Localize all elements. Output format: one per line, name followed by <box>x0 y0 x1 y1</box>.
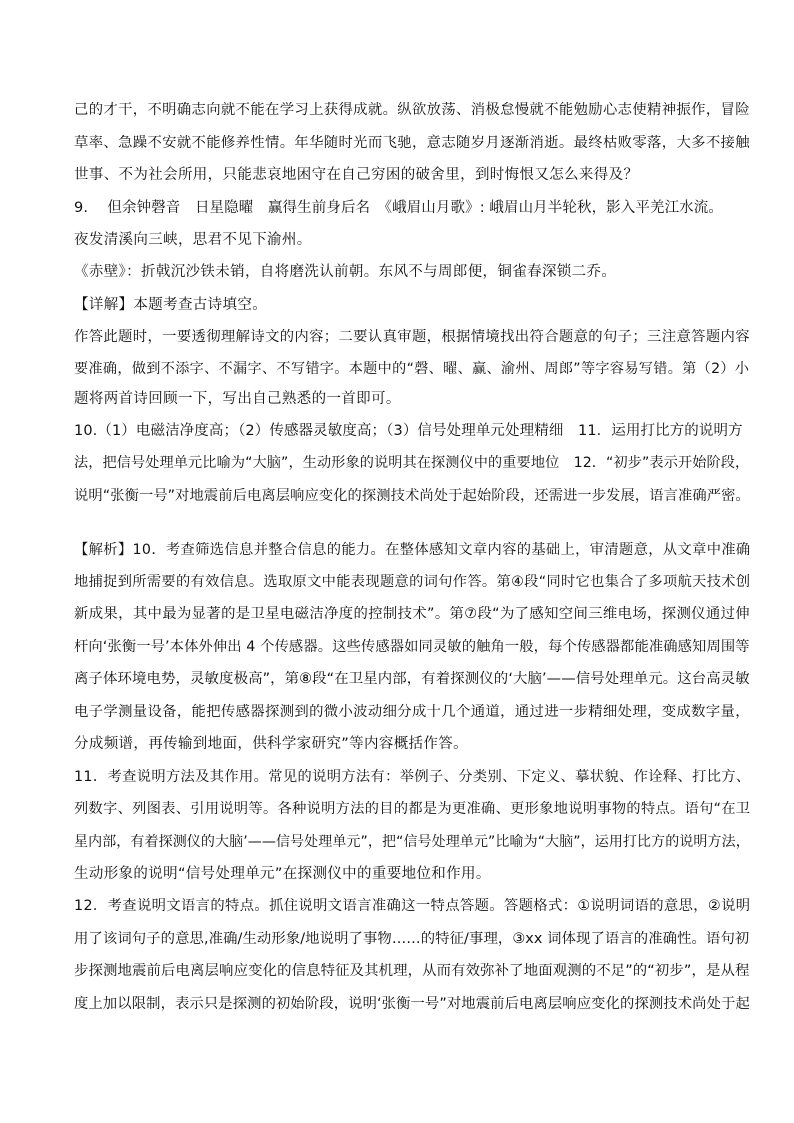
text-line: 说明“张衡一号”对地震前后电离层响应变化的探测技术尚处于起始阶段，还需进一步发展，语言准确严密。 <box>74 488 750 504</box>
text-line: 度上加以限制，表示只是探测的初始阶段，说明‘张衡一号”对地震前后电离层响应变化的探测技术尚处于起 <box>74 996 750 1012</box>
text-line: 离子体环境电势，灵敏度极高”，第⑧段“在卫星内部，有着探测仪的‘大脑’——信号处理单元。这台高灵敏 <box>74 671 750 687</box>
text-line: 电子学测量设备，能把传感器探测到的微小波动细分成十几个通道，通过进一步精细处理，变成数字量， <box>74 704 750 720</box>
text-line: 生动形象的说明“信号处理单元”在探测仪中的重要地位和作用。 <box>74 866 491 882</box>
text-line: 地捕捉到所需要的有效信息。选取原文中能表现题意的词句作答。第④段“同时它也集合了多项航天技术创 <box>74 574 751 590</box>
text-line: 10.（1）电磁洁净度高；（2）传感器灵敏度高；（3）信号处理单元处理精细 11．运用打比方的说明方 <box>74 423 743 439</box>
text-line: 题将两首诗回顾一下，写出自己熟悉的一首即可。 <box>74 391 401 407</box>
section-heading-detail: 【详解】本题考查古诗填空。 <box>74 297 268 313</box>
text-line: 列数字、列图表、引用说明等。各种说明方法的目的都是为更准确、更形象地说明事物的特点。语句“在卫 <box>74 801 751 817</box>
text-line: 分成频谱，再传输到地面，供科学家研究”等内容概括作答。 <box>74 736 468 752</box>
text-line: 9. 但余钟磬音 日星隐曜 赢得生前身后名 《峨眉山月歌》: 峨眉山月半轮秋，影入平羌江水流。 <box>74 200 723 216</box>
text-line: 作答此题时，一要透彻理解诗文的内容；二要认真审题，根据情境找出符合题意的句子；三注意答题内容 <box>74 329 750 345</box>
text-line: 《赤壁》：折戟沉沙铁未销，自将磨洗认前朝。东风不与周郎便，铜雀春深锁二乔。 <box>74 264 617 280</box>
text-line: 12．考查说明文语言的特点。抓住说明文语言准确这一特点答题。答题格式：①说明词语的意思，②说明 <box>74 898 751 914</box>
text-line: 新成果，其中最为显著的是卫星电磁洁净度的控制技术”。第⑦段“为了感知空间三维电场，探测仪通过伸 <box>74 606 751 622</box>
text-line: 己的才干，不明确志向就不能在学习上获得成就。纵欲放荡、消极怠慢就不能勉励心志使精神振作，冒险 <box>74 102 750 118</box>
section-heading-analysis: 【解析】10．考查筛选信息并整合信息的能力。在整体感知文章内容的基础上，审清题意，从文章中准确 <box>74 542 751 558</box>
text-line: 杆向‘张衡一号’本体外伸出 4 个传感器。这些传感器如同灵敏的触角一般，每个传感器都能准确感知周围等 <box>74 639 750 655</box>
text-line: 世事、不为社会所用，只能悲哀地困守在自己穷困的破舍里，到时悔恨又怎么来得及？ <box>74 167 639 183</box>
text-line: 要准确，做到不添字、不漏字、不写错字。本题中的“磬、曜、赢、渝州、周郎”等字容易写错。第（2）小 <box>74 361 750 377</box>
text-line: 步探测地震前后电离层响应变化的信息特征及其机理，从而有效弥补了地面观测的不足”的“初步”，是从程 <box>74 963 750 979</box>
text-line: 用了该词句子的意思,准确/生动形象/地说明了事物……的特征/事理，③xx 词体现了语言的准确性。语句初 <box>74 931 750 947</box>
text-line: 11．考查说明方法及其作用。常见的说明方法有：举例子、分类别、下定义、摹状貌、作诠释、打比方、 <box>74 769 751 785</box>
text-line: 法，把信号处理单元比喻为“大脑”，生动形象的说明其在探测仪中的重要地位 12．“初步”表示开始阶段， <box>74 455 750 471</box>
text-line: 星内部，有着探测仪的大脑’——信号处理单元”，把“信号处理单元”比喻为“大脑”，运用打比方的说明方法， <box>74 834 750 850</box>
text-line: 草率、急躁不安就不能修养性情。年华随时光而飞驰，意志随岁月逐渐消逝。最终枯败零落，大多不接触 <box>74 135 750 151</box>
text-line: 夜发清溪向三峡，思君不见下渝州。 <box>74 232 312 248</box>
